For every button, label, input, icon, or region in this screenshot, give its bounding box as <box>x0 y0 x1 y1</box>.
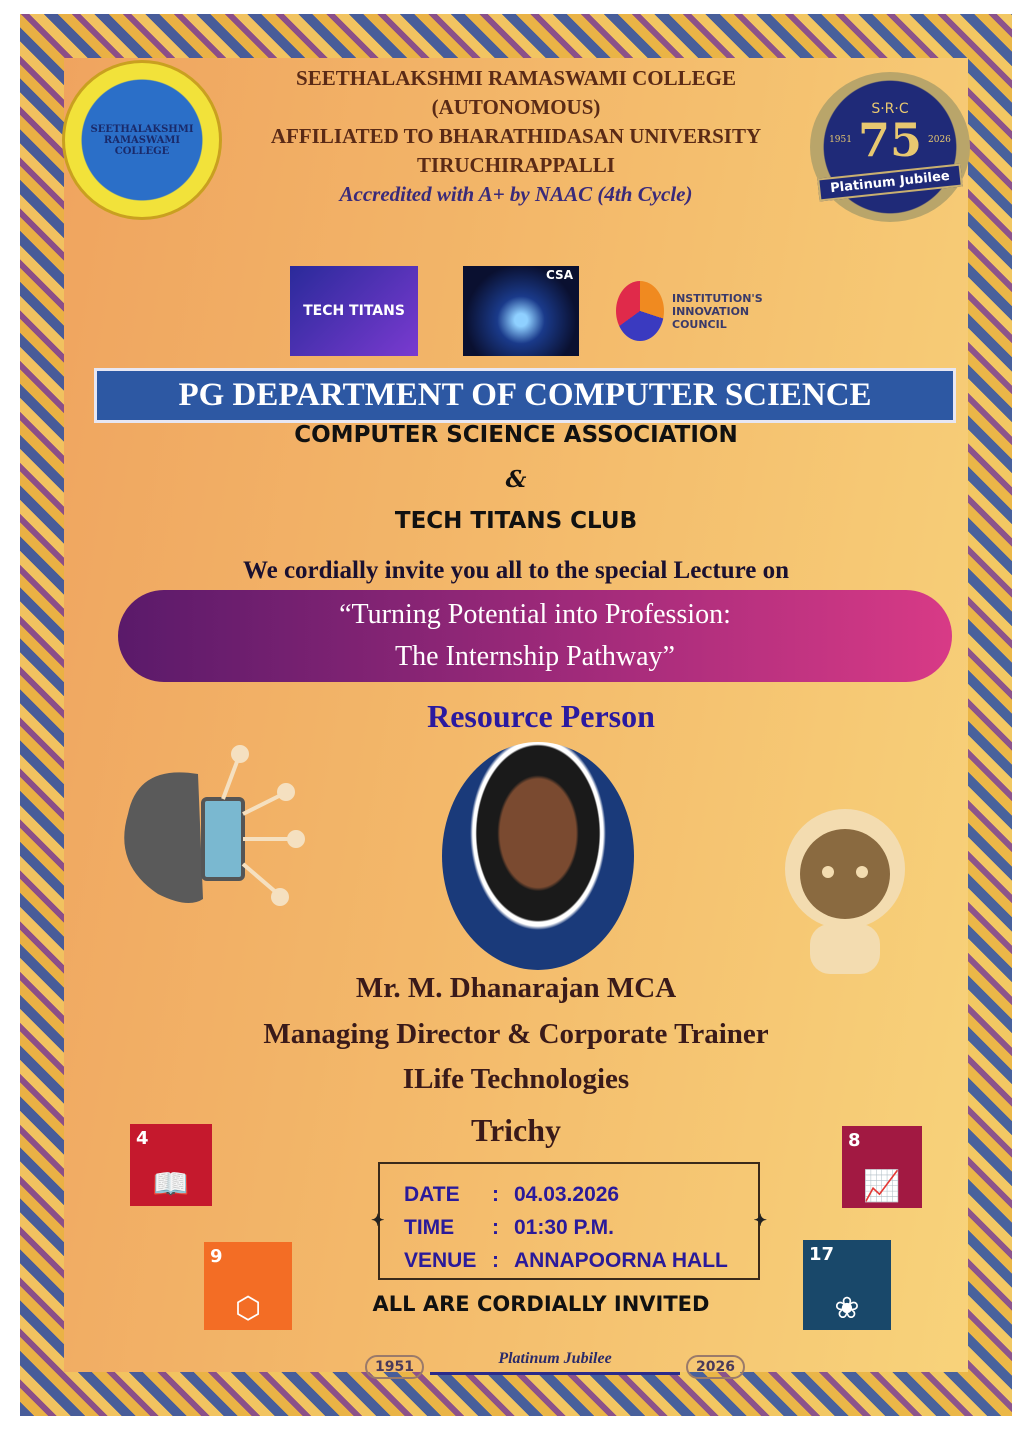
sdg-number: 8 <box>848 1130 861 1151</box>
topic-line-1: “Turning Potential into Profession: <box>339 599 731 630</box>
flower-rings-icon: ❀ <box>834 1291 860 1326</box>
sdg-number: 17 <box>809 1244 835 1265</box>
tech-titans-logo <box>290 266 418 356</box>
venue-label: VENUE <box>404 1249 477 1272</box>
sdg-4-quality-education <box>130 1124 212 1206</box>
time-label: TIME <box>404 1216 455 1239</box>
department-banner: PG DEPARTMENT OF COMPUTER SCIENCE <box>94 368 956 423</box>
sdg-8-decent-work <box>842 1126 922 1208</box>
time-row <box>404 1211 734 1244</box>
association-name: COMPUTER SCIENCE ASSOCIATION <box>294 422 738 448</box>
footer-year-from: 1951 <box>365 1355 424 1379</box>
naac-accreditation: Accredited with A+ by NAAC (4th Cycle) <box>339 182 693 206</box>
college-name: SEETHALAKSHMI RAMASWAMI COLLEGE <box>296 66 736 90</box>
jubilee-initials: S·R·C <box>871 100 909 117</box>
csa-logo <box>463 266 579 356</box>
jubilee-to: 2026 <box>928 134 951 145</box>
speaker-city: Trichy <box>470 1112 562 1148</box>
closing-text: ALL ARE CORDIALLY INVITED <box>372 1292 710 1316</box>
speaker-name: Mr. M. Dhanarajan MCA <box>355 972 677 1004</box>
time-value: 01:30 P.M. <box>514 1216 615 1239</box>
cubes-icon: ⬡ <box>234 1291 262 1326</box>
iic-logo <box>616 266 786 356</box>
lecture-topic <box>118 590 952 682</box>
arrow-line <box>430 1372 680 1375</box>
college-header <box>232 64 800 209</box>
iic-mark-icon <box>616 281 664 341</box>
separator: : <box>492 1249 499 1272</box>
sdg-number: 9 <box>210 1246 223 1267</box>
csa-logo-text: CSA <box>546 268 573 282</box>
college-logo-text: SEETHALAKSHMI RAMASWAMI COLLEGE <box>90 123 194 157</box>
sparkle-icon: ✦ <box>753 1212 767 1230</box>
brain-chip-icon <box>108 734 308 934</box>
college-logo <box>62 60 222 220</box>
jubilee-ribbon: Platinum Jubilee <box>817 163 963 201</box>
astronaut-robot-icon <box>740 794 940 994</box>
topic-line-2: The Internship Pathway” <box>395 641 675 672</box>
date-row <box>404 1178 734 1211</box>
growth-chart-icon: 📈 <box>863 1169 901 1204</box>
jubilee-from: 1951 <box>829 134 852 145</box>
venue-row <box>404 1244 734 1277</box>
iic-logo-text: INSTITUTION'S INNOVATION COUNCIL <box>672 291 763 331</box>
venue-value: ANNAPOORNA HALL <box>514 1249 728 1272</box>
club-name: TECH TITANS CLUB <box>394 508 638 534</box>
college-status: (AUTONOMOUS) <box>431 95 601 119</box>
college-city: TIRUCHIRAPPALLI <box>417 153 615 177</box>
footer-year-to: 2026 <box>686 1355 745 1379</box>
speaker-company: ILife Technologies <box>402 1063 630 1095</box>
resource-person-heading: Resource Person <box>427 698 655 734</box>
footer-label: Platinum Jubilee <box>498 1350 612 1367</box>
invitation-text: We cordially invite you all to the special Lecture on <box>242 557 790 584</box>
speaker-photo <box>442 742 634 970</box>
jubilee-years: 75 <box>857 112 922 167</box>
book-icon: 📖 <box>152 1167 190 1202</box>
platinum-jubilee-footer <box>365 1350 745 1384</box>
jubilee-arrow <box>424 1350 686 1384</box>
date-value: 04.03.2026 <box>514 1183 620 1206</box>
event-details-box <box>371 1162 767 1280</box>
separator: : <box>492 1183 499 1206</box>
college-affiliation: AFFILIATED TO BHARATHIDASAN UNIVERSITY <box>270 124 762 148</box>
tech-titans-logo-text: TECH TITANS <box>303 303 405 319</box>
platinum-jubilee-logo <box>810 72 970 222</box>
event-poster <box>20 14 1012 1416</box>
date-label: DATE <box>404 1183 460 1206</box>
ampersand: & <box>505 466 527 493</box>
sdg-9-industry-innovation <box>204 1242 292 1330</box>
sdg-number: 4 <box>136 1128 149 1149</box>
sparkle-icon: ✦ <box>371 1212 385 1230</box>
sdg-17-partnerships <box>803 1240 891 1330</box>
speaker-role: Managing Director & Corporate Trainer <box>263 1018 769 1050</box>
separator: : <box>492 1216 499 1239</box>
